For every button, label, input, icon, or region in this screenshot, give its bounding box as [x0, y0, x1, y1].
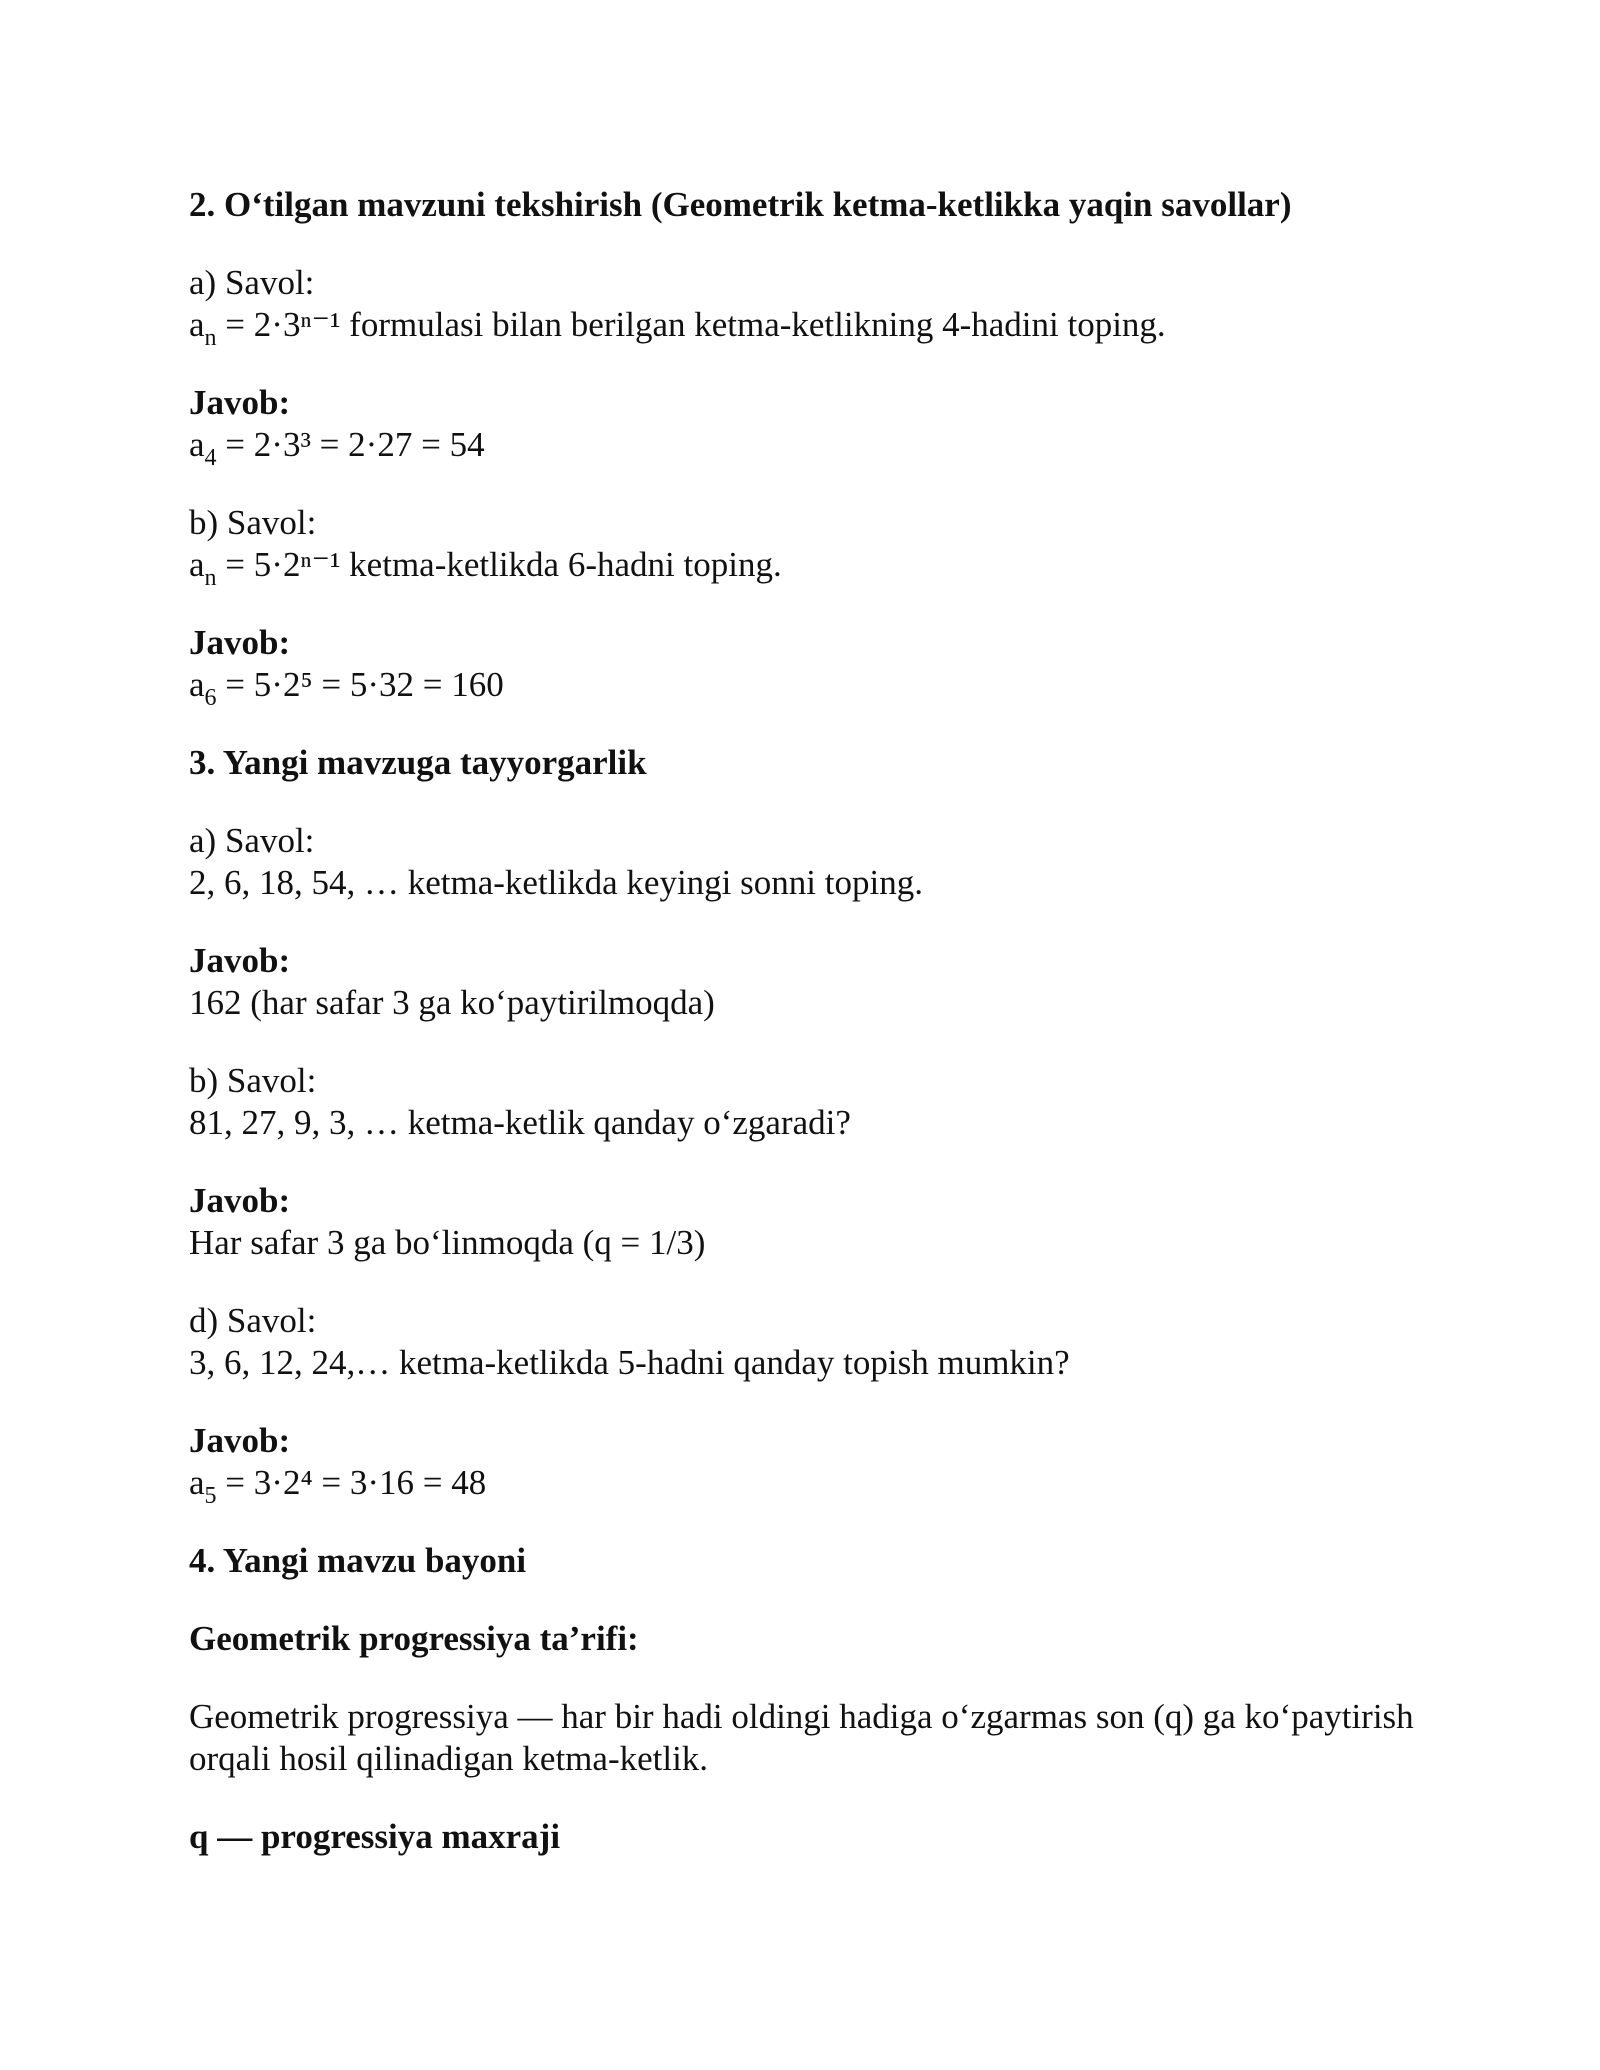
ratio-note: q — progressiya maxraji [189, 1817, 561, 1856]
term-subscript: 4 [204, 445, 217, 471]
term-base: a [189, 665, 205, 704]
answer-label: Javob: [189, 1421, 291, 1460]
answer-label: Javob: [189, 623, 291, 662]
question-text: 2, 6, 18, 54, … ketma-ketlikda keyingi sonni toping. [189, 863, 923, 902]
term-base: a [189, 545, 205, 584]
term-subscript: n [204, 325, 217, 351]
question-text: 81, 27, 9, 3, … ketma-ketlik qanday o‘zgaradi? [189, 1103, 851, 1142]
question-block-3a [189, 820, 1429, 904]
term-base: a [189, 425, 205, 464]
document-page [189, 184, 1429, 1894]
term-base: a [189, 1463, 205, 1502]
answer-text [189, 424, 1429, 471]
answer-block-3b [189, 1180, 1429, 1264]
question-label: b) Savol: [189, 503, 317, 542]
question-block-2a [189, 262, 1429, 351]
section-3-heading: 3. Yangi mavzuga tayyorgarlik [189, 743, 647, 782]
answer-block-2b [189, 622, 1429, 711]
term-subscript: 5 [204, 1483, 217, 1509]
term-base: a [189, 305, 205, 344]
question-text [189, 304, 1429, 351]
answer-text [189, 664, 1429, 711]
question-label: d) Savol: [189, 1301, 317, 1340]
question-rest: = 5·2ⁿ⁻¹ ketma-ketlikda 6-hadni toping. [216, 545, 782, 584]
answer-label: Javob: [189, 1181, 291, 1220]
answer-label: Javob: [189, 941, 291, 980]
term-subscript: n [204, 565, 217, 591]
answer-block-2a [189, 382, 1429, 471]
section-2-heading: 2. O‘tilgan mavzuni tekshirish (Geometrik ketma-ketlikka yaqin savollar) [189, 185, 1292, 224]
answer-text [189, 1462, 1429, 1509]
answer-rest: = 2·3³ = 2·27 = 54 [216, 425, 485, 464]
answer-rest: = 3·2⁴ = 3·16 = 48 [216, 1463, 487, 1502]
definition-paragraph: Geometrik progressiya — har bir hadi oldingi hadiga o‘zgarmas son (q) ga ko‘paytirish orqali hosil qilinadigan ketma-ketlik. [189, 1697, 1414, 1778]
term-subscript: 6 [204, 685, 217, 711]
question-text: 3, 6, 12, 24,… ketma-ketlikda 5-hadni qanday topish mumkin? [189, 1343, 1070, 1382]
definition-heading: Geometrik progressiya ta’rifi: [189, 1619, 639, 1658]
question-label: b) Savol: [189, 1061, 317, 1100]
question-block-3d [189, 1300, 1429, 1384]
question-block-3b [189, 1060, 1429, 1144]
answer-block-3d [189, 1420, 1429, 1509]
section-4-heading: 4. Yangi mavzu bayoni [189, 1541, 527, 1580]
question-rest: = 2·3ⁿ⁻¹ formulasi bilan berilgan ketma-ketlikning 4-hadini toping. [216, 305, 1166, 344]
question-label: a) Savol: [189, 821, 315, 860]
question-block-2b [189, 502, 1429, 591]
answer-text: Har safar 3 ga bo‘linmoqda (q = 1/3) [189, 1223, 706, 1262]
answer-block-3a [189, 940, 1429, 1024]
answer-rest: = 5·2⁵ = 5·32 = 160 [216, 665, 504, 704]
answer-label: Javob: [189, 383, 291, 422]
question-label: a) Savol: [189, 263, 315, 302]
question-text [189, 544, 1429, 591]
answer-text: 162 (har safar 3 ga ko‘paytirilmoqda) [189, 983, 715, 1022]
